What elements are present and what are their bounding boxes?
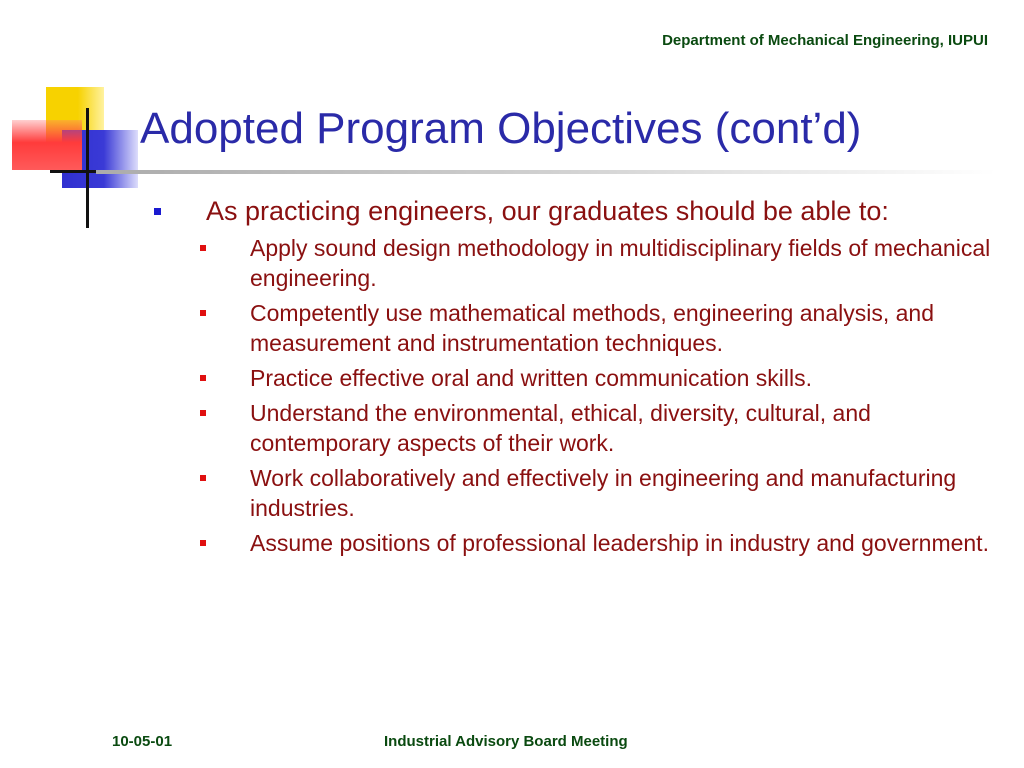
list-item-text: Work collaboratively and effectively in engineering and manufacturing industries. [250,465,957,521]
list-item [148,398,998,458]
department-header: Department of Mechanical Engineering, IUPUI [662,32,988,49]
logo-vertical-line [86,108,89,228]
square-bullet-icon [200,310,206,316]
list-item-text: Apply sound design methodology in multidisciplinary fields of mechanical engineering. [250,235,991,291]
objectives-list [148,233,998,558]
square-bullet-icon [200,245,206,251]
logo-red-square [12,120,82,170]
footer-meeting-title: Industrial Advisory Board Meeting [384,733,628,750]
list-item-text: Competently use mathematical methods, engineering analysis, and measurement and instrumentation techniques. [250,300,934,356]
square-bullet-icon [200,540,206,546]
list-item [148,298,998,358]
list-item-text: Practice effective oral and written communication skills. [250,365,813,391]
slide-title: Adopted Program Objectives (cont’d) [140,104,862,153]
list-item [148,363,998,393]
overlapping-squares-logo-icon [0,0,160,240]
title-divider [96,170,996,174]
square-bullet-icon [154,208,161,215]
footer-date: 10-05-01 [112,733,173,750]
square-bullet-icon [200,375,206,381]
square-bullet-icon [200,475,206,481]
list-item [148,233,998,293]
list-item [148,528,998,558]
slide-content [148,195,998,563]
list-item-text: Assume positions of professional leadership in industry and government. [250,530,989,556]
main-bullet-point [148,195,998,227]
square-bullet-icon [200,410,206,416]
list-item [148,463,998,523]
main-bullet-text: As practicing engineers, our graduates should be able to: [206,196,889,226]
list-item-text: Understand the environmental, ethical, diversity, cultural, and contemporary aspects of their work. [250,400,871,456]
